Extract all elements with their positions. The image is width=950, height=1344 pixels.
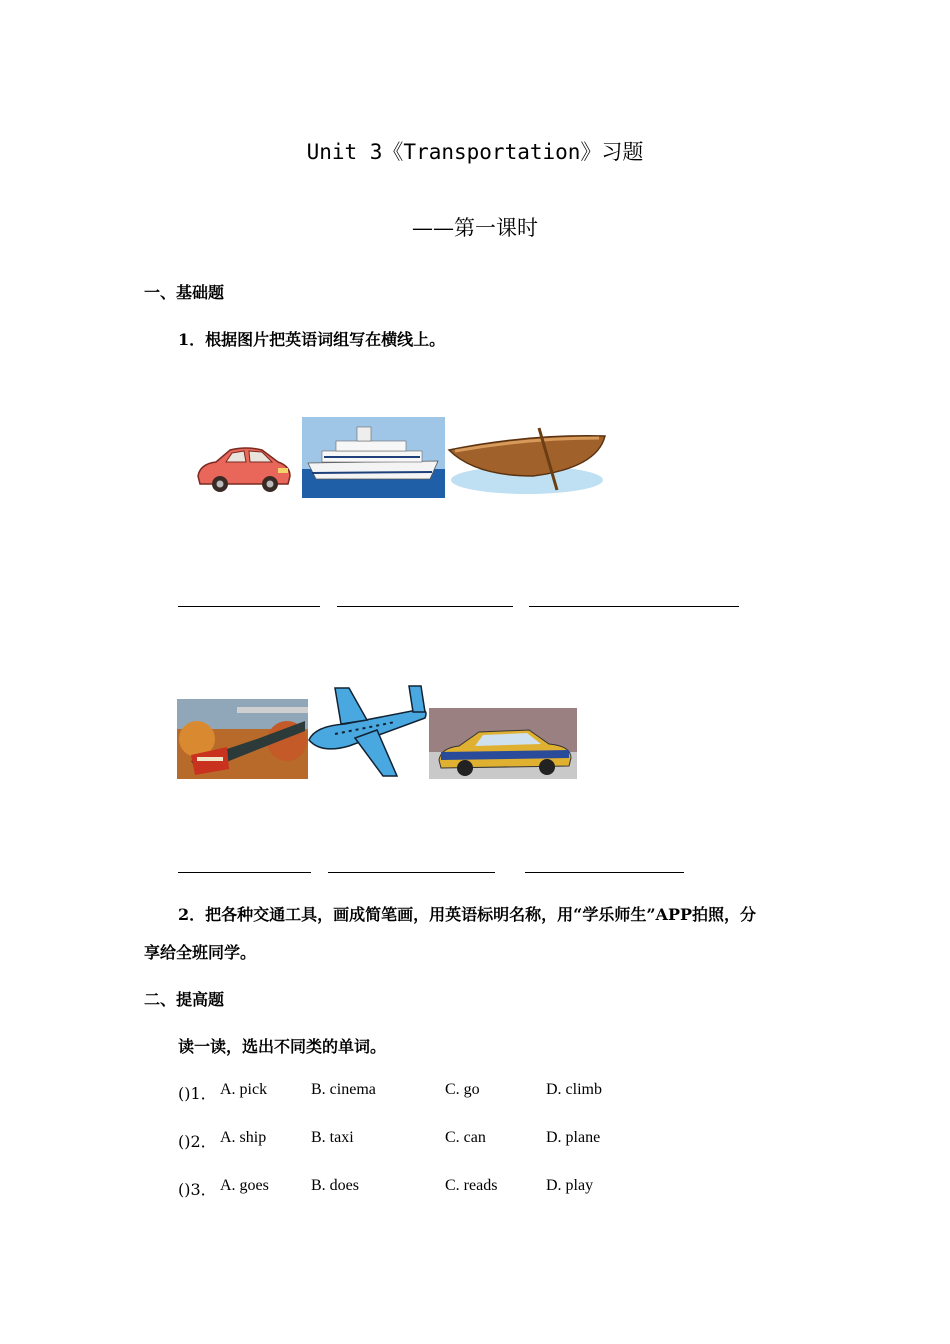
question-1: 1．根据图片把英语词组写在横线上。 [178,330,446,349]
option-b: B. cinema [311,1081,376,1098]
page-title: Unit 3《Transportation》习题 [306,140,644,164]
boat-icon [447,424,607,498]
answer-line-4[interactable] [178,872,311,873]
question-2-line2: 享给全班同学。 [144,943,257,962]
plane-icon [305,684,431,780]
question-number[interactable]: ()1． [178,1084,217,1103]
option-a: A. ship [220,1129,267,1146]
answer-line-5[interactable] [328,872,495,873]
question-row [178,1129,678,1151]
question-2-line1: 2．把各种交通工具，画成简笔画，用英语标明名称，用“学乐师生”APP拍照，分 [178,905,757,924]
option-a: A. pick [220,1081,268,1098]
answer-line-2[interactable] [337,606,513,607]
option-b: B. taxi [311,1129,354,1146]
option-d: D. play [546,1177,594,1194]
answer-line-6[interactable] [525,872,684,873]
section1-heading: 一、基础题 [144,283,225,302]
option-a: A. goes [220,1177,269,1194]
option-b: B. does [311,1177,359,1194]
taxi-icon [429,708,577,779]
answer-line-3[interactable] [529,606,739,607]
section2-instruction: 读一读，选出不同类的单词。 [178,1037,387,1056]
question-number[interactable]: ()2． [178,1132,217,1151]
answer-line-1[interactable] [178,606,320,607]
option-d: D. climb [546,1081,602,1098]
option-c: C. can [445,1129,486,1146]
question-row [178,1081,678,1103]
car-icon [186,440,294,496]
section2-heading: 二、提高题 [144,990,225,1009]
ship-icon [302,417,445,498]
option-d: D. plane [546,1129,601,1146]
option-c: C. go [445,1081,480,1098]
train-icon [177,699,308,779]
question-number[interactable]: ()3． [178,1180,217,1199]
page-subtitle: ——第一课时 [412,216,538,240]
option-c: C. reads [445,1177,498,1194]
question-row [178,1177,678,1199]
